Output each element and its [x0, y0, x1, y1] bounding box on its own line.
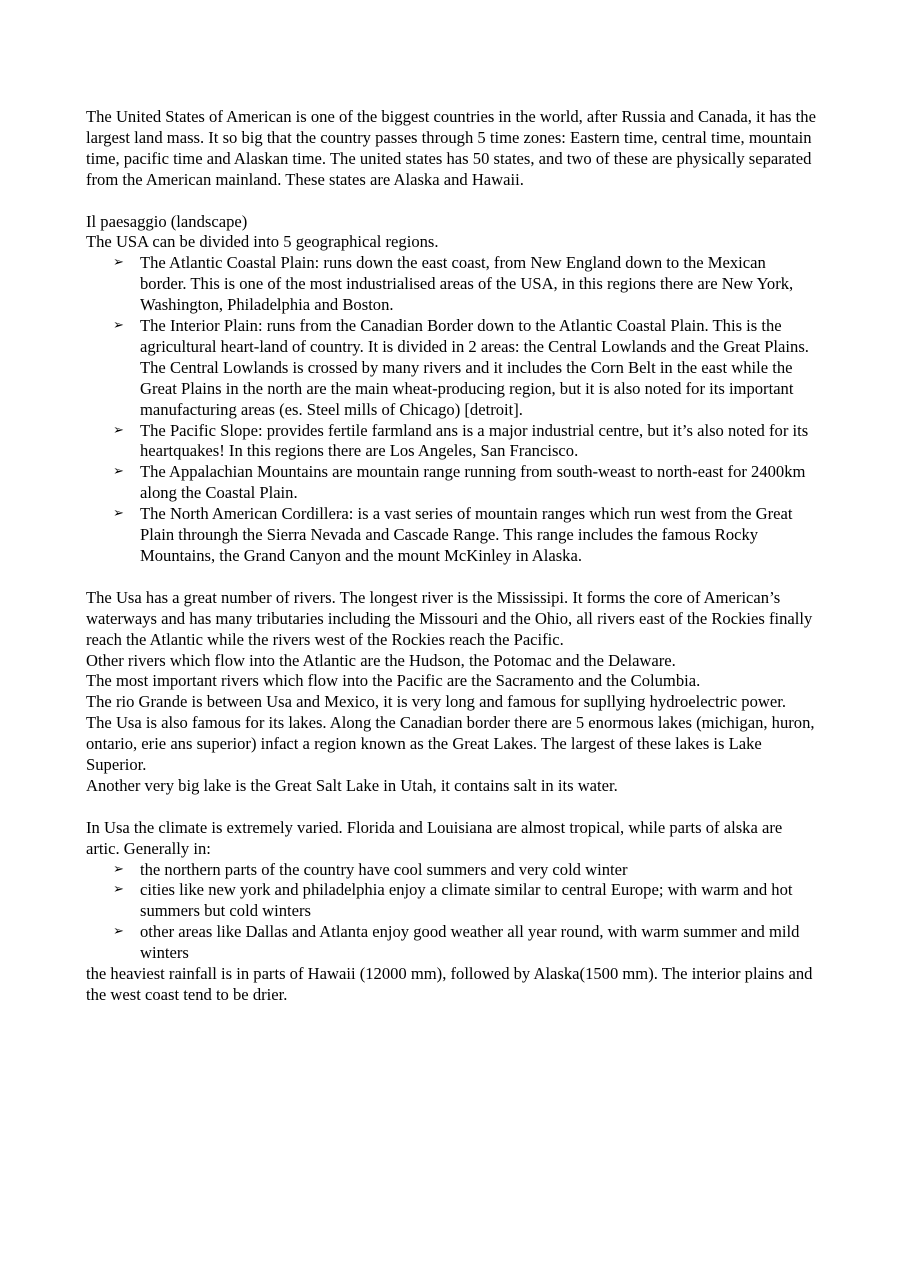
paragraph-gap [86, 797, 816, 818]
list-item [86, 253, 816, 316]
rivers-paragraph: The most important rivers which flow into the Pacific are the Sacramento and the Columbia. [86, 671, 701, 691]
rivers-paragraph: The rio Grande is between Usa and Mexico, it is very long and famous for supllying hydroelectric power. [86, 692, 786, 712]
landscape-list [86, 253, 816, 567]
list-item-text: The North American Cordillera: is a vast series of mountain ranges which run west from the Great Plain throungh the Sierra Nevada and Cascade Range. This range includes the famous Rocky Mountains, the Grand Canyon and the mount McKinley in Alaska. [140, 504, 793, 566]
landscape-lead: The USA can be divided into 5 geographical regions. [86, 232, 439, 252]
document-page [86, 107, 816, 1006]
list-item [86, 462, 816, 504]
list-item [86, 504, 816, 567]
rivers-paragraph: Other rivers which flow into the Atlantic are the Hudson, the Potomac and the Delaware. [86, 650, 676, 670]
list-item-text: The Interior Plain: runs from the Canadian Border down to the Atlantic Coastal Plain. This is the agricultural heart-land of country. It is divided in 2 areas: the Central Lowlands and the Great Plains. The Central Lowlands is crossed by many rivers and it includes the Corn Belt in the east while the Great Plains in the north are the main wheat-producing region, but it is also noted for its important manufacturing areas (es. Steel mills of Chicago) [detroit]. [140, 316, 809, 419]
list-item [86, 316, 816, 421]
arrow-bullet-icon: ➢ [113, 422, 124, 438]
list-item [86, 860, 816, 881]
list-item [86, 421, 816, 463]
list-item [86, 922, 816, 964]
landscape-heading: Il paesaggio (landscape) [86, 211, 248, 231]
list-item-text: The Pacific Slope: provides fertile farmland ans is a major industrial centre, but it’s also noted for its heartquakes! In this regions there are Los Angeles, San Francisco. [140, 420, 809, 461]
list-item-text: the northern parts of the country have cool summers and very cold winter [140, 859, 628, 879]
intro-paragraph: The United States of American is one of the biggest countries in the world, after Russia and Canada, it has the largest land mass. It so big that the country passes through 5 time zones: Eastern time, central time, mountain time, pacific time and Alaskan time. The united states has 50 states, and two of these are physically separated from the American mainland. These states are Alaska and Hawaii. [86, 107, 816, 189]
list-item [86, 880, 816, 922]
lakes-paragraph: The Usa is also famous for its lakes. Along the Canadian border there are 5 enormous lakes (michigan, huron, ontario, erie ans superior) infact a region known as the Great Lakes. The largest of these lakes is Lake Superior. [86, 713, 815, 775]
paragraph-gap [86, 567, 816, 588]
lakes-paragraph: Another very big lake is the Great Salt Lake in Utah, it contains salt in its water. [86, 775, 618, 795]
arrow-bullet-icon: ➢ [113, 506, 124, 522]
climate-list [86, 860, 816, 965]
arrow-bullet-icon: ➢ [113, 861, 124, 877]
climate-closing: the heaviest rainfall is in parts of Hawaii (12000 mm), followed by Alaska(1500 mm). The interior plains and the west coast tend to be drier. [86, 964, 813, 1005]
list-item-text: cities like new york and philadelphia enjoy a climate similar to central Europe; with warm and hot summers but cold winters [140, 880, 793, 921]
climate-lead: In Usa the climate is extremely varied. Florida and Louisiana are almost tropical, while parts of alska are artic. Generally in: [86, 817, 783, 858]
list-item-text: The Appalachian Mountains are mountain range running from south-weast to north-east for 2400km along the Coastal Plain. [140, 462, 806, 503]
arrow-bullet-icon: ➢ [113, 464, 124, 480]
list-item-text: other areas like Dallas and Atlanta enjoy good weather all year round, with warm summer and mild winters [140, 922, 800, 963]
arrow-bullet-icon: ➢ [113, 924, 124, 940]
arrow-bullet-icon: ➢ [113, 255, 124, 271]
rivers-paragraph: The Usa has a great number of rivers. The longest river is the Mississipi. It forms the core of American’s waterways and has many tributaries including the Missouri and the Ohio, all rivers east of the Rockies finally reach the Atlantic while the rivers west of the Rockies reach the Pacific. [86, 587, 813, 649]
paragraph-gap [86, 191, 816, 212]
arrow-bullet-icon: ➢ [113, 882, 124, 898]
arrow-bullet-icon: ➢ [113, 318, 124, 334]
list-item-text: The Atlantic Coastal Plain: runs down the east coast, from New England down to the Mexican border. This is one of the most industrialised areas of the USA, in this regions there are New York, Washington, Philadelphia and Boston. [140, 253, 794, 315]
